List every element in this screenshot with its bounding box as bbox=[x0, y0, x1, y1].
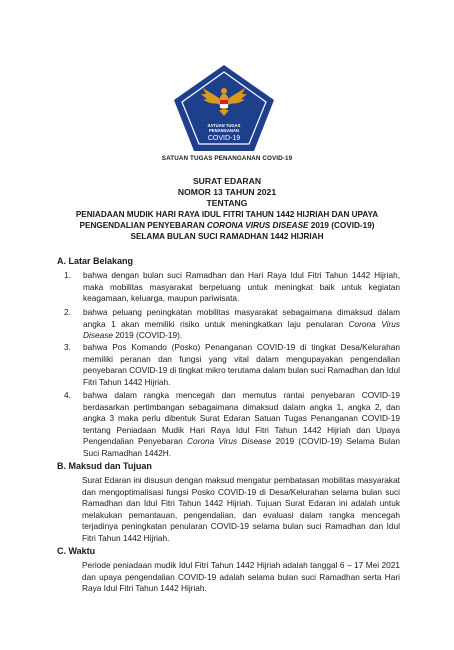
satgas-covid19-logo bbox=[173, 64, 275, 152]
document-title bbox=[40, 176, 414, 242]
section-a-heading: A. Latar Belakang bbox=[57, 256, 134, 266]
section-b-text: Surat Edaran ini disusun dengan maksud mengatur pembatasan mobilitas masyarakat dan mengoptimalisasi fungsi Posko COVID-19 di Desa/Kelurahan selama bulan suci Ramadhan dan Idul Fitri Tahun 1442 Hijriah. Tujuan Surat Edaran ini adalah untuk melakukan pemantauan, pengendalian, dan evaluasi dalam rangka mencegah terjadinya peningkatan penularan COVID-19 selama bulan suci Ramadhan dan Idul Fitri Tahun 1442 Hijriah. bbox=[82, 475, 400, 543]
document-page: SATUAN TUGAS PENANGANAN COVID-19 SATUAN TUGAS PENANGANAN COVID-19 SURAT EDARAN NOMOR 13 TAHUN 2021 TENTANG PENIADAAN MUDIK HARI RAYA IDUL FITRI TAHUN 1442 HIJRIAH DAN UPAYA PENGENDALIAN PENYEBARAN CORONA VIRUS DISEASE 2019 (COVID-19) SELAMA BULAN SUCI RAMADHAN 1442 HIJRIAH A. Latar Belakang 1. bahwa dengan bulan suci Ramadhan dan Hari Raya Idul Fitri Tahun 1442 Hijriah, maka mobilitas masyarakat berpeluang untuk meningkat baik untuk kegiatan keagamaan, keluarga, maupun pariwisata. 2. bahwa peluang peningkatan mobilitas masyarakat sebagaimana dimaksud dalam angka 1 akan memiliki risiko untuk meningkatkan laju penularan Corona Virus Disease 2019 (COVID-19). 3. bahwa Pos Komando (Posko) Penanganan COVID-19 di tingkat Desa/Kelurahan memiliki peranan dan fungsi yang vital dalam mengupayakan pengendalian penyebaran COVID-19 di tingkat mikro terutama dalam bulan suci Ramadhan dan Idul Fitri Tahun 1442 Hijriah. 4. bahwa dalam rangka mencegah dan memutus rantai penyebaran COVID-19 berdasarkan pertimbangan sebagaimana dimaksud dalam angka 1, angka 2, dan angka 3 maka perlu dibentuk Surat Edaran Satuan Tugas Penanganan COVID-19 tentang Peniadaan Mudik Hari Raya Idul Fitri Tahun 1442 Hijriah dan Upaya Pengendalian Penyebaran Corona Virus Disease 2019 (COVID-19) Selama Bulan Suci Ramadhan 1442H. B. Maksud dan Tujuan Surat Edaran ini disusun dengan maksud mengatur pembatasan mobilitas masyarakat dan mengoptimalisasi fungsi Posko COVID-19 di Desa/Kelurahan selama bulan suci Ramadhan dan Idul Fitri Tahun 1442 Hijriah. Tujuan Surat Edaran ini adalah untuk melakukan pemantauan, pengendalian, dan evaluasi dalam rangka mencegah terjadinya peningkatan penularan COVID-19 selama bulan suci Ramadhan dan Idul Fitri Tahun 1442 Hijriah. C. Waktu Periode peniadaan mudik Idul Fitri Tahun 1442 Hijriah adalah tanggal 6 – 17 Mei 2021 dan upaya pengendalian COVID-19 adalah selama bulan suci Ramadhan serta Hari Raya Idul Fitri Tahun 1442 Hijriah. bbox=[0, 0, 454, 650]
title-line-2: NOMOR 13 TAHUN 2021 bbox=[177, 187, 277, 197]
title-line-1: SURAT EDARAN bbox=[192, 176, 262, 186]
title-subject-2: PENGENDALIAN PENYEBARAN CORONA VIRUS DISEASE 2019 (COVID-19) bbox=[79, 221, 375, 230]
logo-text-2: PENANGANAN bbox=[208, 128, 240, 133]
logo-text-1: SATUAN TUGAS bbox=[207, 123, 241, 128]
title-subject-1: PENIADAAN MUDIK HARI RAYA IDUL FITRI TAHUN 1442 HIJRIAH DAN UPAYA bbox=[75, 210, 379, 219]
title-subject-3: SELAMA BULAN SUCI RAMADHAN 1442 HIJRIAH bbox=[130, 232, 324, 241]
section-c-text: Periode peniadaan mudik Idul Fitri Tahun 1442 Hijriah adalah tanggal 6 – 17 Mei 2021 dan upaya pengendalian COVID-19 adalah selama bulan suci Ramadhan serta Hari Raya Idul Fitri Tahun 1442 Hijriah. bbox=[82, 560, 400, 594]
organization-name: SATUAN TUGAS PENANGANAN COVID-19 bbox=[161, 155, 293, 162]
section-c-heading: C. Waktu bbox=[57, 546, 96, 556]
section-b-heading: B. Maksud dan Tujuan bbox=[57, 461, 152, 471]
logo-text-3: COVID-19 bbox=[207, 135, 241, 142]
title-line-3: TENTANG bbox=[206, 198, 248, 208]
